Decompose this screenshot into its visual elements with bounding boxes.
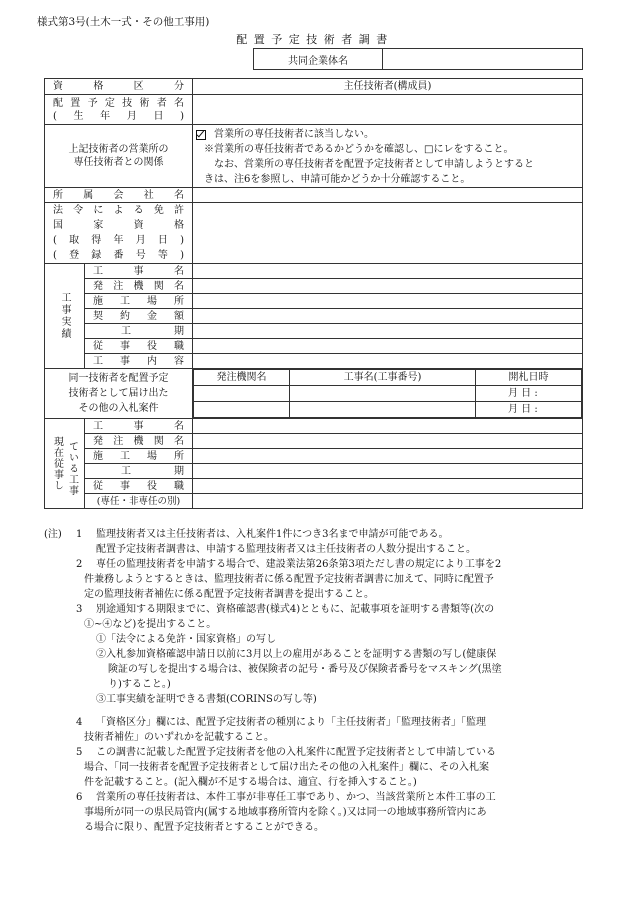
- note-2c: 定の監理技術者補佐に係る配置予定技術者調書を提出すること。: [84, 589, 374, 600]
- current-group-label: [45, 419, 85, 509]
- current-field-1[interactable]: [193, 434, 583, 449]
- record-field-4[interactable]: [193, 324, 583, 339]
- note-6: 6 営業所の専任技術者は、本件工事が非専任工事であり、かつ、当該営業所と本件工事の工: [76, 792, 496, 803]
- other-date-field[interactable]: 月 日 :: [476, 402, 582, 418]
- relation-check-label: 営業所の専任技術者に該当しない。: [214, 129, 374, 140]
- current-field-3[interactable]: [193, 464, 583, 479]
- note-3-item2b: 険証の写しを提出する場合は、被保険者の記号・番号及び保険者番号をマスキング(黒塗: [108, 664, 502, 675]
- note-6b: 事場所が同一の県民局管内(属する地域事務所管内を除く。)又は同一の地域事務所管内にあ: [84, 807, 487, 818]
- jv-name-box: [253, 48, 583, 70]
- jv-name-field[interactable]: [383, 49, 582, 69]
- current-field-4[interactable]: [193, 479, 583, 494]
- other-header-date: 開札日時: [476, 370, 582, 386]
- record-field-1[interactable]: [193, 279, 583, 294]
- other-agency-field[interactable]: [194, 402, 290, 418]
- relation-note-2: なお、営業所の専任技術者を配置予定技術者として申請しようとすると: [214, 159, 534, 170]
- note-3-item3: ③工事実績を証明できる書類(CORINSの写し等): [96, 694, 317, 705]
- record-label-5: 従事役職: [85, 339, 193, 354]
- relation-note-1: ※営業所の専任技術者であるかどうかを確認し、□にレをすること。: [204, 144, 514, 155]
- record-label-1: 発注機関名: [85, 279, 193, 294]
- record-row: [45, 309, 583, 324]
- current-label-0: 工事名: [85, 419, 193, 434]
- note-2b: 件兼務しようとするときは、監理技術者に係る配置予定技術者調書に加えて、同時に配置予: [84, 574, 494, 585]
- record-field-6[interactable]: [193, 354, 583, 369]
- other-agency-field[interactable]: [194, 386, 290, 402]
- record-field-2[interactable]: [193, 294, 583, 309]
- current-row: [45, 479, 583, 494]
- current-label-4: 従事役職: [85, 479, 193, 494]
- other-bids-label: 同一技術者を配置予定 技術者として届け出た その他の入札案件: [45, 369, 193, 419]
- category-label: 資格区分: [45, 79, 193, 95]
- note-3b: ①~④など)を提出すること。: [84, 619, 217, 630]
- record-row: [45, 324, 583, 339]
- current-label-3: 工期: [85, 464, 193, 479]
- record-row: [45, 354, 583, 369]
- current-group-a: 現在従事し: [51, 436, 63, 491]
- other-bids-row: [45, 369, 583, 419]
- relation-field: [193, 125, 583, 188]
- current-label-2: 施工場所: [85, 449, 193, 464]
- other-header-work: 工事名(工事番号): [290, 370, 476, 386]
- name-row: [45, 95, 583, 125]
- record-label-0: 工事名: [85, 264, 193, 279]
- record-label-3: 契約金額: [85, 309, 193, 324]
- current-row: [45, 494, 583, 509]
- current-field-2[interactable]: [193, 449, 583, 464]
- checkbox-icon[interactable]: [196, 130, 206, 140]
- note-3: 3 別途通知する期限までに、資格確認書(様式4)とともに、記載事項を証明する書類等(次の: [76, 604, 495, 615]
- company-field[interactable]: [193, 188, 583, 203]
- other-bids-grid: [193, 369, 583, 419]
- jv-name-label: 共同企業体名: [254, 49, 383, 69]
- note-3-item1: ①「法令による免許・国家資格」の写し: [96, 634, 276, 645]
- record-label-6: 工事内容: [85, 354, 193, 369]
- other-header-agency: 発注機関名: [194, 370, 290, 386]
- assignment-table: [44, 78, 583, 509]
- note-1: (注) 1 監理技術者又は主任技術者は、入札案件1件につき3名まで申請が可能である。: [44, 529, 449, 540]
- note-3-item2c: り)すること。): [108, 679, 171, 690]
- current-field-0[interactable]: [193, 419, 583, 434]
- current-label-1: 発注機関名: [85, 434, 193, 449]
- current-group-b: ている工事: [66, 441, 78, 496]
- record-field-5[interactable]: [193, 339, 583, 354]
- notes: [44, 527, 589, 835]
- other-work-field[interactable]: [290, 402, 476, 418]
- note-5b: 場合、「同一技術者を配置予定技術者として届け出たその他の入札案件」欄に、その入札案: [84, 762, 489, 773]
- record-field-0[interactable]: [193, 264, 583, 279]
- record-row: [45, 339, 583, 354]
- current-row: [45, 464, 583, 479]
- name-label: 配置予定技術者名 (生年月日): [45, 95, 193, 125]
- record-group-label: 工事実績: [45, 264, 85, 369]
- record-field-3[interactable]: [193, 309, 583, 324]
- name-field[interactable]: [193, 95, 583, 125]
- current-label-5: (専任・非専任の別): [85, 494, 193, 509]
- relation-row: [45, 125, 583, 188]
- company-label: 所属会社名: [45, 188, 193, 203]
- relation-label: 上記技術者の営業所の 専任技術者との関係: [45, 125, 193, 188]
- note-4b: 技術者補佐」のいずれかを記載すること。: [84, 732, 274, 743]
- current-field-5[interactable]: [193, 494, 583, 509]
- note-2: 2 専任の監理技術者を申請する場合で、建設業法第26条第3項ただし書の規定により工事を2: [76, 559, 502, 570]
- license-field[interactable]: [193, 203, 583, 264]
- current-row: [45, 419, 583, 434]
- category-row: [45, 79, 583, 95]
- record-label-4: 工期: [85, 324, 193, 339]
- license-row: [45, 203, 583, 264]
- record-label-2: 施工場所: [85, 294, 193, 309]
- other-work-field[interactable]: [290, 386, 476, 402]
- note-5: 5 この調書に記載した配置予定技術者を他の入札案件に配置予定技術者として申請している: [76, 747, 496, 758]
- record-row: [45, 279, 583, 294]
- current-row: [45, 434, 583, 449]
- note-4: 4 「資格区分」欄には、配置予定技術者の種別により「主任技術者」「監理技術者」「監理: [76, 717, 486, 728]
- record-row: [45, 264, 583, 279]
- note-3-item2: ②入札参加資格確認申請日以前に3月以上の雇用があることを証明する書類の写し(健康保: [96, 649, 497, 660]
- page-title: 配置予定技術者調書: [236, 33, 394, 46]
- relation-note-3: きは、注6を参照し、申請可能かどうか十分確認すること。: [204, 174, 471, 185]
- current-row: [45, 449, 583, 464]
- form-id: 様式第3号(土木一式・その他工事用): [37, 16, 210, 28]
- record-row: [45, 294, 583, 309]
- license-label: 法令による免許 国家資格 (取得年月日) (登録番号等): [45, 203, 193, 264]
- category-value[interactable]: 主任技術者(構成員): [193, 79, 583, 95]
- note-1b: 配置予定技術者調書は、申請する監理技術者又は主任技術者の人数分提出すること。: [96, 544, 476, 555]
- note-6c: る場合に限り、配置予定技術者とすることができる。: [84, 822, 324, 833]
- note-5c: 件を記載すること。(記入欄が不足する場合は、適宜、行を挿入すること。): [84, 777, 417, 788]
- other-date-field[interactable]: 月 日 :: [476, 386, 582, 402]
- company-row: [45, 188, 583, 203]
